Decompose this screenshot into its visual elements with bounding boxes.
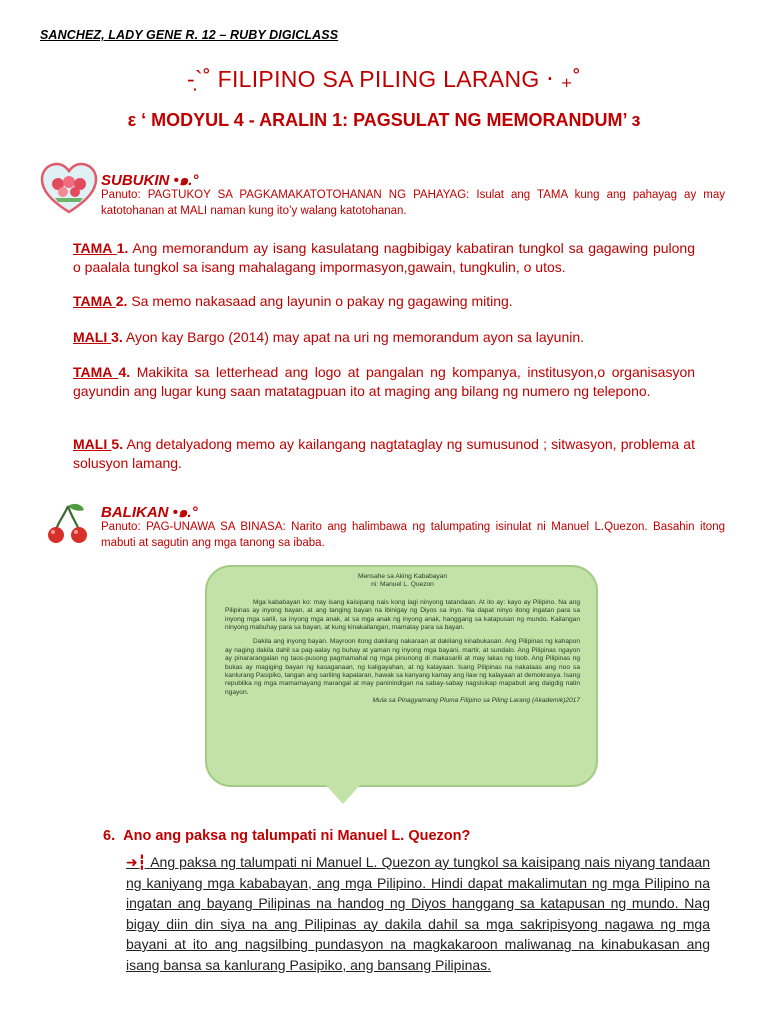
arrow-icon: ➜┇: [126, 854, 147, 870]
speech-bubble: [205, 565, 598, 787]
list-item: TAMA 2. Sa memo nakasaad ang layunin o pakay ng gagawing miting.: [73, 293, 513, 309]
subukin-title: SUBUKIN •๑.°: [101, 172, 199, 189]
list-item: MALI 5. Ang detalyadong memo ay kailangang nagtataglay ng sumusunod ; sitwasyon, problema at solusyon lamang.: [73, 436, 695, 471]
list-item: TAMA 1. Ang memorandum ay isang kasulatang nagbibigay kabatiran tungkol sa gagawing pulong o paalala tungkol sa isang mahalagang impormasyon,gawain, tungkulin, o utos.: [73, 240, 695, 275]
page-title: -`̣˚ FILIPINO SA PILING LARANG ‧ ₊˚: [187, 66, 581, 92]
question: 6. Ano ang paksa ng talumpati ni Manuel L. Quezon?: [103, 828, 471, 844]
speech-author: ni: Manuel L. Quezon: [371, 581, 434, 589]
cherry-icon: [44, 502, 92, 544]
answer-text: ➜┇ Ang paksa ng talumpati ni Manuel L. Quezon ay tungkol sa kaisipang nais niyang tandaan ng kaniyang mga kababayan, ang mga Pilipino. Hindi dapat makalimutan ng mga Pilipino na ingatan ang bayang Pilipinas na handog ng Diyos hanggang sa katapusan ng mundo. Nag bigay diin din siya na ang Pilipinas ay dakila dahil sa mga sakripisyong nagawa ng mga bayani at ito ang nagsilbing pundasyon na magkakaroon maliwanag na kinabukasan ang isang bansa sa kanlurang Pasipiko, ang bansang Pilipinas.: [126, 854, 711, 973]
speech-title: Mensahe sa Aking Kababayan: [357, 573, 448, 580]
heart-flowers-icon: [40, 162, 98, 214]
subukin-instructions: Panuto: PAGTUKOY SA PAGKAMAKATOTOHANAN NG PAHAYAG: Isulat ang TAMA kung ang pahayag ay may katotohanan at MALI naman kung ito’y walang katotohanan.: [101, 189, 725, 217]
speech-paragraph: Mga kababayan ko: may isang kaisipang nais kong lagi ninyong tatandaan. At ito ay: kayo ay Pilipino. Na ang Pilipinas ay inyong bayan, at ang tanging bayan na ibinigay ng Diyos sa inyo. Na dapat ninyo itong ingatan para sa inyong mga sarili, sa inyong mga anak, at sa mga anak ng inyong anak, hanggang sa katapusan ng mundo. Kailangan ninyong mabuhay para sa bayan, at kung kinakailangan, mamatay para sa bayan.: [225, 598, 580, 632]
speech-bubble-tail: [325, 784, 361, 804]
speech-paragraph: Dakila ang inyong bayan. Mayroon itong dakilang nakaraan at dakilang kinabukasan. Ang Pilipinas ng kahapon ay naging dakila dahil sa pag-aalay ng buhay at yaman ng inyong mga bayani, martir, at sundalo. Ang Pilipinas ngayon ay pinararangalan ng taos-pusong pagmamahal ng mga pinunong di makasarili at may lakas ng loob. Ang Pilipinas ng bukas ay magiging bayan ng kasaganaan, ng kaligayahan, at ng kalayaan. Isang Pilipinas na nakataas ang noo sa kanlurang Pasipiko, tangan ang sariling kapalaran, hawak sa kanyang kamay ang ilaw ng kalayaan at demokrasya. Isang republika ng mga mamamayang marangal at may paninindigan na sabay-sabay nagsisikap mapabuti ang daigdig natin ngayon.: [225, 638, 580, 696]
module-subtitle: ε ‘ MODYUL 4 - ARALIN 1: PAGSULAT NG MEMORANDUM’ з: [127, 110, 641, 130]
balikan-title: BALIKAN •๑.°: [101, 504, 198, 521]
speech-source: Mula sa Pinagyamang Pluma Filipino sa Piling Larang (Akademik)2017: [372, 697, 580, 705]
balikan-instructions: Panuto: PAG-UNAWA SA BINASA: Narito ang halimbawa ng talumpating isinulat ni Manuel L.Quezon. Basahin itong mabuti at sagutin ang mga tanong sa ibaba.: [101, 521, 725, 549]
student-header: SANCHEZ, LADY GENE R. 12 – RUBY DIGICLASS: [40, 28, 339, 42]
list-item: MALI 3. Ayon kay Bargo (2014) may apat na uri ng memorandum ayon sa layunin.: [73, 329, 585, 345]
list-item: TAMA 4. Makikita sa letterhead ang logo at pangalan ng kompanya, institusyon,o organisasyon gayundin ang lugar kung saan matatagpuan ito at maging ang bilang ng numero ng telepono.: [73, 364, 696, 399]
